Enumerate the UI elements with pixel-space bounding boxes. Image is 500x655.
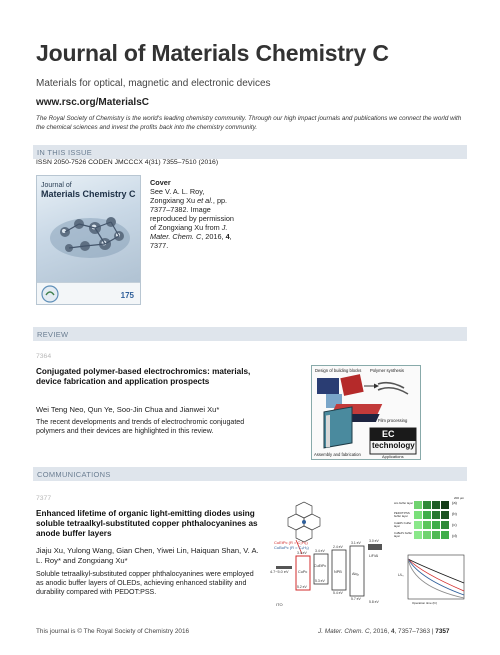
cover-title-line2: Materials Chemistry C [41, 189, 136, 199]
energy-level: 5.8 eV [369, 600, 379, 604]
graphic-label-applications: Applications [382, 454, 404, 459]
npb-layer-label: NPB [334, 570, 342, 574]
energy-level-diagram[interactable] [266, 500, 391, 612]
section-bar-review [33, 327, 467, 341]
graphic-ec-label: EC [382, 429, 395, 439]
energy-level: 3.4 eV [315, 549, 325, 553]
section-label: COMMUNICATIONS [37, 470, 111, 479]
energy-level: 2.4 eV [333, 545, 343, 549]
journal-subtitle: Materials for optical, magnetic and electronic devices [36, 78, 271, 89]
graphic-label-design: Design of building blocks [315, 368, 362, 373]
footer-volume: 4 [390, 628, 395, 635]
review-authors: Wei Teng Neo, Qun Ye, Soo-Jin Chua and Jianwei Xu* [36, 405, 220, 414]
graphic-technology-label: technology [372, 441, 415, 450]
issue-meta: ISSN 2050-7526 CODEN JMCCCX 4(31) 7355–7510 (2016) [36, 159, 219, 166]
tile-row-label: CuEtPc buffer layer [394, 521, 412, 528]
cover-description [150, 178, 240, 250]
panel-label-d: (d) [452, 533, 457, 538]
section-bar-in-this-issue [33, 145, 467, 159]
energy-level: 3.4 eV [297, 551, 307, 555]
cover-title-line1: Journal of [41, 182, 72, 189]
section-label: REVIEW [37, 330, 69, 339]
cover-volume: 4 [225, 232, 230, 241]
cover-label: Cover [150, 178, 171, 187]
communication-page-number[interactable]: 7377 [36, 495, 52, 502]
review-graphical-abstract[interactable] [311, 365, 421, 460]
panel-label-b: (b) [452, 511, 457, 516]
review-page-number[interactable]: 7364 [36, 353, 52, 360]
cover-image-title [41, 182, 136, 200]
energy-level: 5.7 eV [351, 597, 361, 601]
cupc-label-2: CuBuPc (R = C₄H₉) [274, 545, 309, 550]
scale-bar-label: 200 µm [454, 497, 465, 500]
lif-al-label: LiF/Al [369, 554, 379, 558]
footer-journal: J. Mater. Chem. C, [318, 628, 372, 635]
graphic-label-synthesis: Polymer synthesis [370, 368, 404, 373]
communication-authors: Jiaju Xu, Yulong Wang, Gian Chen, Yiwei Lin, Haiquan Shan, V. A. L. Roy* and Zongxiang Xu* [36, 546, 259, 565]
journal-title: Journal of Materials Chemistry C [36, 40, 389, 66]
cover-text-part: , 7377. [150, 232, 232, 250]
alq3-layer-label: Alq₃ [352, 572, 360, 576]
panel-label-a: (a) [452, 500, 457, 505]
cover-molecule-artwork [45, 206, 135, 266]
communication-abstract: Soluble tetraalkyl-substituted copper phthalocyanines were employed as anodic buffer layers of OLEDs, achieving enhanced stability and durability compared with PEDOT:PSS. [36, 570, 254, 596]
communication-title[interactable]: Enhanced lifetime of organic light-emitting diodes using soluble tetraalkyl-substituted copper phthalocyanines as anode buffer layers [36, 509, 258, 538]
cover-text-part: See V. A. L. Roy, Zongxiang Xu [150, 187, 205, 205]
cover-text-part: , 2016, [201, 232, 226, 241]
graphic-label-assembly: Assembly and fabrication [314, 452, 361, 457]
section-bar-communications [33, 467, 467, 481]
cover-etal: et al. [197, 196, 213, 205]
energy-level: 5.3 eV [315, 579, 325, 583]
footer-copyright: This journal is © The Royal Society of Chemistry 2016 [36, 628, 190, 635]
graphic-label-film: Film processing [378, 418, 408, 423]
tile-row-label: CuBuPc buffer layer [394, 531, 413, 538]
cupc-label-1: CuEtPc (R = C₂H₅) [274, 540, 308, 545]
footer-pages: , 7357–7363 | [394, 628, 434, 635]
energy-level: 5.2 eV [297, 585, 307, 589]
cover-image[interactable] [36, 175, 141, 305]
cupc-layer-label: CuPc [298, 570, 308, 574]
rsc-blurb: The Royal Society of Chemistry is the world's leading chemistry community. Through our high impact journals and publications we connect the world with the chemical sciences and invest the profits back into the chemistry community. [36, 115, 462, 131]
cover-footer-band [37, 282, 140, 304]
lifetime-plot-ylabel: L/L₀ [398, 573, 404, 577]
footer-citation [318, 628, 449, 635]
ito-label: ITO [276, 602, 283, 607]
cover-journal-abbrev: J. Mater. Chem. C [150, 223, 228, 241]
energy-level: 3.1 eV [351, 541, 361, 545]
tile-row-label: w/o buffer layer [394, 501, 414, 505]
energy-level: 3.0 eV [369, 539, 379, 543]
footer-page-number: 7357 [435, 628, 450, 635]
journal-url[interactable]: www.rsc.org/MaterialsC [36, 97, 149, 108]
cover-issue-badge: 175 [120, 291, 134, 300]
review-abstract: The recent developments and trends of electrochromic conjugated polymers and their devices are highlighted in this review. [36, 418, 245, 435]
cover-text-part: , pp. 7377–7382. Image reproduced by permission of Zongxiang Xu from [150, 196, 234, 232]
rsc-logo-icon [41, 285, 59, 303]
review-title[interactable]: Conjugated polymer-based electrochromics: materials, device fabrication and application prospects [36, 367, 251, 386]
lifetime-plot-xlabel: Operation time (hr) [412, 601, 438, 605]
footer-year: 2016, [371, 628, 391, 635]
panel-label-c: (c) [452, 522, 457, 527]
ito-work-function: 4.7~5.0 eV [270, 570, 289, 574]
el-image-panel[interactable] [394, 497, 468, 615]
tile-row-label: PEDOT:PSS buffer layer [394, 511, 410, 518]
cuetpc-layer-label: CuEtPc [314, 564, 327, 568]
section-label: IN THIS ISSUE [37, 148, 93, 157]
energy-level: 5.4 eV [333, 591, 343, 595]
